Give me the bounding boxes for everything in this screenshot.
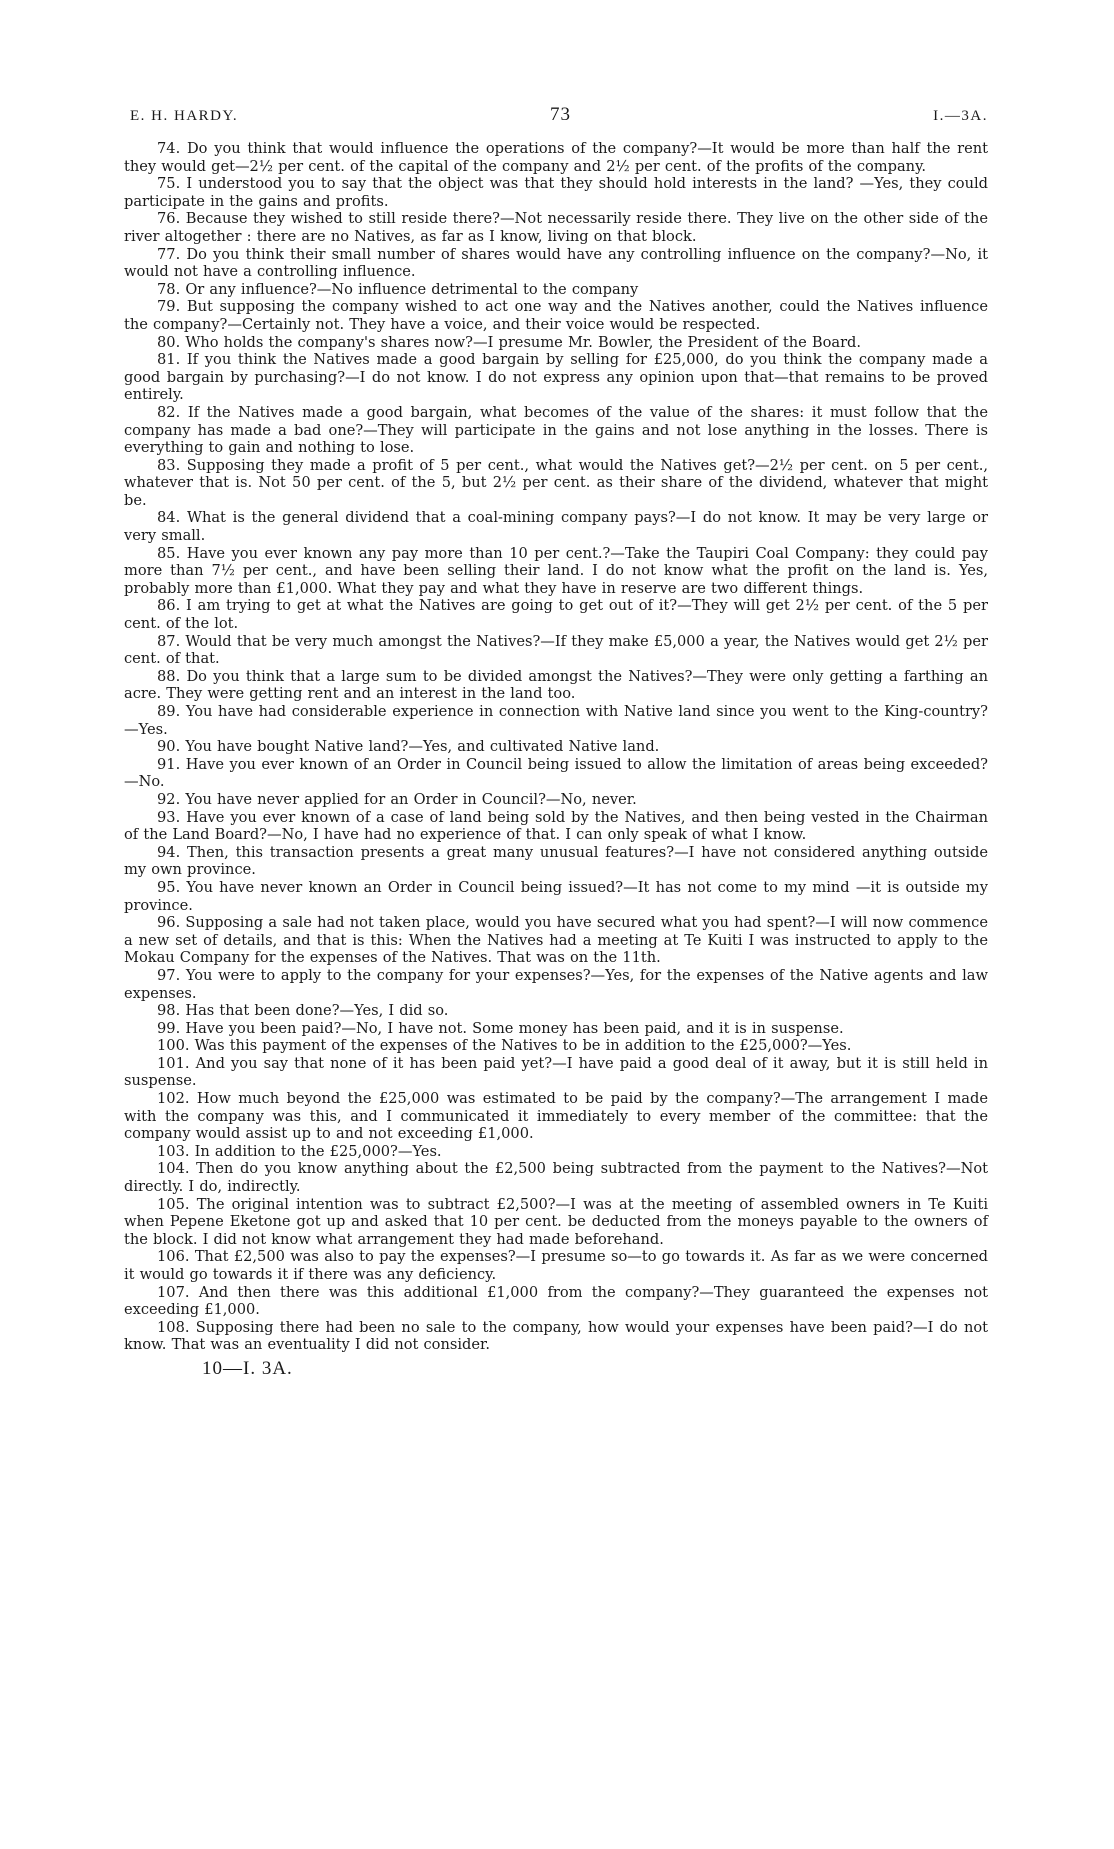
question-79: 79. But supposing the company wished to act one way and the Natives another, could the Natives influence the company?—Certainly not. They have a voice, and their voice would be respected. bbox=[124, 298, 988, 333]
question-74: 74. Do you think that would influence the operations of the company?—It would be more than half the rent they would get—2½ per cent. of the capital of the company and 2½ per cent. of the profits of the company. bbox=[124, 140, 988, 175]
question-91: 91. Have you ever known of an Order in Council being issued to allow the limitation of areas being exceeded?—No. bbox=[124, 755, 988, 791]
question-88: 88. Do you think that a large sum to be divided amongst the Natives?—They were only getting a farthing an acre. They were getting rent and an interest in the land too. bbox=[124, 667, 988, 703]
question-107: 107. And then there was this additional £1,000 from the company?—They guaranteed the expenses not exceeding £1,000. bbox=[124, 1283, 988, 1319]
question-106: 106. That £2,500 was also to pay the expenses?—I presume so—to go towards it. As far as we were concerned it would go towards it if there was any deficiency. bbox=[124, 1248, 988, 1283]
question-93: 93. Have you ever known of a case of land being sold by the Natives, and then being vested in the Chairman of the Land Board?—No, I have had no experience of that. I can only speak of what I know. bbox=[124, 808, 988, 844]
question-82: 82. If the Natives made a good bargain, what becomes of the value of the shares: it must follow that the company has made a bad one?—They will participate in the gains and not lose anything in the losses. There is everything to gain and nothing to lose. bbox=[124, 403, 988, 457]
testimony-body bbox=[124, 140, 988, 1354]
question-80: 80. Who holds the company's shares now?—I presume Mr. Bowler, the President of the Board. bbox=[157, 333, 862, 351]
question-101: 101. And you say that none of it has been paid yet?—I have paid a good deal of it away, but it is still held in suspense. bbox=[124, 1054, 988, 1090]
question-108: 108. Supposing there had been no sale to the company, how would your expenses have been paid?—I do not know. That was an eventuality I did not consider. bbox=[124, 1318, 988, 1354]
page-number: 73 bbox=[550, 104, 571, 125]
signature-mark: 10—I. 3A. bbox=[202, 1357, 293, 1379]
question-86: 86. I am trying to get at what the Natives are going to get out of it?—They will get 2½ per cent. of the 5 per cent. of the lot. bbox=[124, 597, 988, 633]
question-89: 89. You have had considerable experience in connection with Native land since you went to the King-country?—Yes. bbox=[124, 703, 988, 738]
header-witness-name: E. H. HARDY. bbox=[130, 108, 239, 124]
question-98: 98. Has that been done?—Yes, I did so. bbox=[157, 1002, 449, 1020]
question-81: 81. If you think the Natives made a good bargain by selling for £25,000, do you think the company made a good bargain by purchasing?—I do not know. I do not express any opinion upon that—that remains to be proved entirely. bbox=[124, 351, 988, 404]
page-header bbox=[124, 104, 988, 140]
question-102: 102. How much beyond the £25,000 was estimated to be paid by the company?—The arrangement I made with the company was this, and I communicated it immediately to every member of the committee: that the company would assist up to and not exceeding £1,000. bbox=[124, 1090, 988, 1143]
question-92: 92. You have never applied for an Order in Council?—No, never. bbox=[157, 790, 637, 808]
question-77: 77. Do you think their small number of shares would have any controlling influence on the company?—No, it would not have a controlling influence. bbox=[124, 245, 988, 281]
question-96: 96. Supposing a sale had not taken place, would you have secured what you had spent?—I will now commence a new set of details, and that is this: When the Natives had a meeting at Te Kuiti I was instructed to apply to the Mokau Company for the expenses of the Natives. That was on the 11th. bbox=[124, 914, 988, 967]
question-95: 95. You have never known an Order in Council being issued?—It has not come to my mind —it is outside my province. bbox=[124, 878, 988, 914]
question-104: 104. Then do you know anything about the £2,500 being subtracted from the payment to the Natives?—Not directly. I do, indirectly. bbox=[124, 1160, 988, 1196]
question-97: 97. You were to apply to the company for your expenses?—Yes, for the expenses of the Native agents and law expenses. bbox=[124, 966, 988, 1002]
question-85: 85. Have you ever known any pay more than 10 per cent.?—Take the Taupiri Coal Company: they could pay more than 7½ per cent., and have been selling their land. I do not know what the profit on the land is. Yes, probably more than £1,000. What they pay and what they have in reserve are two different things. bbox=[124, 544, 988, 597]
question-75: 75. I understood you to say that the object was that they should hold interests in the land? —Yes, they could participate in the gains and profits. bbox=[124, 175, 988, 210]
question-100: 100. Was this payment of the expenses of the Natives to be in addition to the £25,000?—Yes. bbox=[157, 1037, 852, 1055]
question-84: 84. What is the general dividend that a coal-mining company pays?—I do not know. It may be very large or very small. bbox=[124, 509, 988, 545]
question-78: 78. Or any influence?—No influence detrimental to the company bbox=[157, 280, 639, 298]
question-105: 105. The original intention was to subtract £2,500?—I was at the meeting of assembled owners in Te Kuiti when Pepene Eketone got up and asked that 10 per cent. be deducted from the moneys payable to the owners of the block. I did not know what arrangement they had made beforehand. bbox=[124, 1195, 988, 1248]
question-87: 87. Would that be very much amongst the Natives?—If they make £5,000 a year, the Natives would get 2½ per cent. of that. bbox=[124, 632, 988, 668]
question-103: 103. In addition to the £25,000?—Yes. bbox=[157, 1142, 442, 1160]
question-99: 99. Have you been paid?—No, I have not. Some money has been paid, and it is in suspense. bbox=[157, 1019, 844, 1037]
question-76: 76. Because they wished to still reside there?—Not necessarily reside there. They live on the other side of the river altogether : there are no Natives, as far as I know, living on that block. bbox=[124, 210, 988, 245]
document-reference: I.—3A. bbox=[933, 108, 988, 124]
question-90: 90. You have bought Native land?—Yes, and cultivated Native land. bbox=[157, 738, 660, 756]
question-83: 83. Supposing they made a profit of 5 per cent., what would the Natives get?—2½ per cent. on 5 per cent., whatever that is. Not 50 per cent. of the 5, but 2½ per cent. as their share of the dividend, whatever that might be. bbox=[124, 456, 988, 509]
question-94: 94. Then, this transaction presents a great many unusual features?—I have not considered anything outside my own province. bbox=[124, 843, 988, 879]
